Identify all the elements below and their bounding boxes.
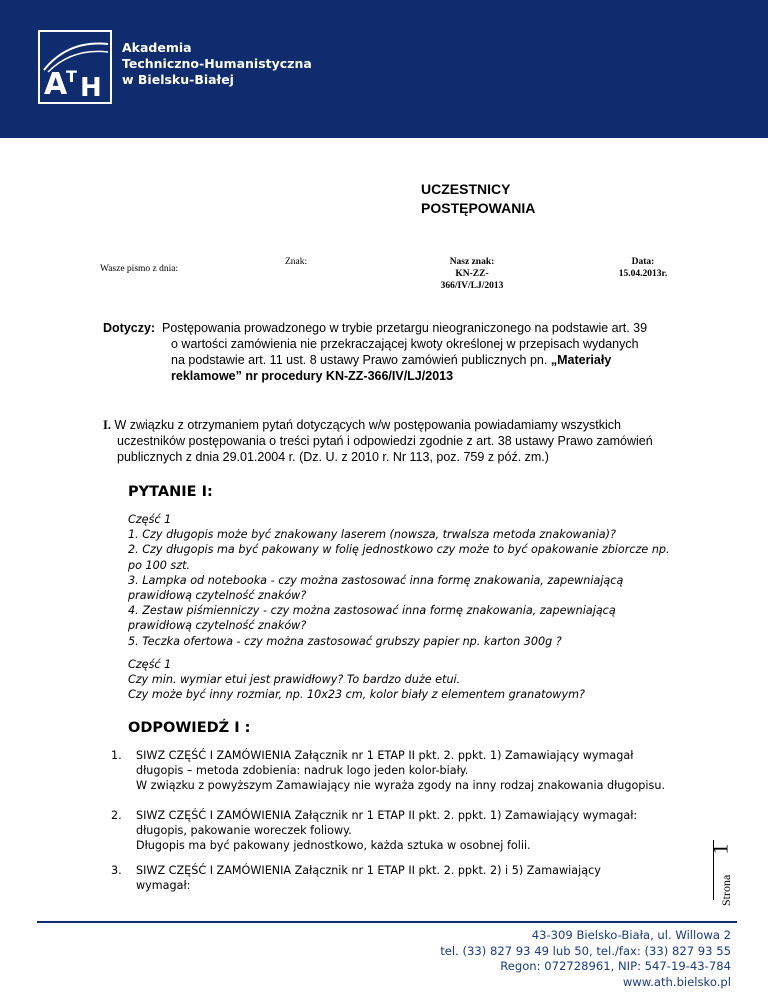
page-word: Strona: [719, 874, 733, 906]
answer-line: W związku z powyższym Zamawiający nie wyraża zgody na inny rodzaj znakowania długopisu.: [136, 779, 665, 793]
recipient-line-1: UCZESTNICY: [421, 181, 511, 197]
subject-block: [103, 320, 687, 384]
question-line: 1. Czy długopis może być znakowany laserem (nowsza, trwalsza metoda znakowania)?: [128, 528, 616, 542]
date-ref: [598, 256, 688, 280]
answer-number: 3.: [111, 864, 122, 877]
footer-registry: Regon: 072728961, NIP: 547-19-43-784: [500, 959, 731, 973]
organization-name: [122, 40, 312, 88]
footer-address: 43-309 Bielsko-Biała, ul. Willowa 2: [531, 928, 731, 942]
questions-part-b: [128, 657, 648, 703]
ath-logo: [38, 30, 112, 104]
sign-ref: [285, 256, 307, 268]
our-sign-value-1: KN-ZZ-: [455, 269, 489, 279]
footer-phone: tel. (33) 827 93 49 lub 50, tel./fax: (33) 827 93 55: [440, 943, 731, 958]
subject-line-3: na podstawie art. 11 ust. 8 ustawy Prawo zamówień publicznych pn.: [171, 353, 548, 367]
question-line: Czy może być inny rozmiar, np. 10x23 cm, kolor biały z elementem granatowym?: [128, 688, 585, 702]
section-1-line-3: publicznych z dnia 29.01.2004 r. (Dz. U. z 2010 r. Nr 113, poz. 759 z póź. zm.): [117, 450, 549, 464]
section-1: [103, 417, 687, 465]
section-1-number: I.: [103, 418, 111, 432]
date-label: Data:: [631, 257, 655, 267]
answer-item: [103, 748, 698, 794]
recipient-block: [421, 180, 535, 218]
question-line: 5. Teczka ofertowa - czy można zastosować grubszy papier np. karton 300g ?: [128, 634, 562, 648]
subject-line-4-bold: reklamowe” nr procedury KN-ZZ-366/IV/LJ/2013: [171, 369, 454, 383]
section-1-line-1: W związku z otrzymaniem pytań dotyczących w/w postępowania powiadamiamy wszystkich: [114, 418, 621, 432]
org-line-1: Akademia: [122, 40, 192, 55]
answer-line: SIWZ CZĘŚĆ I ZAMÓWIENIA Załącznik nr 1 ETAP II pkt. 2. ppkt. 2) i 5) Zamawiający: [136, 864, 601, 877]
question-line: 4. Zestaw piśmienniczy - czy można zastosować inna formę znakowania, zapewniającą: [128, 604, 616, 618]
org-line-2: Techniczno-Humanistyczna: [122, 56, 312, 71]
svg-text:H: H: [80, 73, 102, 103]
answer-number: 2.: [111, 809, 122, 822]
org-line-3: w Bielsku-Białej: [122, 72, 234, 87]
footer-divider: [37, 921, 737, 923]
answer-item: [103, 863, 698, 893]
our-sign-label: Nasz znak:: [449, 257, 495, 267]
question-line: Część 1: [128, 513, 172, 526]
footer-contact: [440, 928, 731, 990]
subject-line-3-bold: „Materiały: [550, 353, 612, 367]
page-number: 1: [707, 843, 733, 855]
subject-line-2: o wartości zamówienia nie przekraczającej kwoty określonej w przepisach wydanych: [171, 337, 639, 351]
question-heading: PYTANIE I:: [128, 484, 213, 500]
question-line: Czy min. wymiar etui jest prawidłowy? To bardzo duże etui.: [128, 673, 461, 687]
section-1-line-2: uczestników postępowania o treści pytań i odpowiedzi zgodnie z art. 38 ustawy Prawo zamówień: [117, 434, 653, 448]
answer-line: długopis, pakowanie woreczek foliowy.: [136, 824, 352, 838]
answer-line: wymagał:: [136, 879, 191, 893]
question-line: Część 1: [128, 658, 172, 671]
subject-lead: Dotyczy:: [103, 321, 156, 335]
answer-line: długopis – metoda zdobienia: nadruk logo jeden kolor-biały.: [136, 764, 469, 778]
question-line: 2. Czy długopis ma być pakowany w folię jednostkowo czy może to być opakowanie zbiorcze np.: [128, 543, 670, 557]
question-line: prawidłową czytelność znaków?: [128, 619, 307, 633]
answer-line: SIWZ CZĘŚĆ I ZAMÓWIENIA Załącznik nr 1 ETAP II pkt. 2. ppkt. 1) Zamawiający wymagał:: [136, 809, 638, 822]
question-line: prawidłową czytelność znaków?: [128, 589, 307, 603]
sign-label: Znak:: [285, 257, 308, 267]
our-sign-value-2: 366/IV/LJ/2013: [440, 281, 504, 291]
your-letter-label: Wasze pismo z dnia:: [100, 264, 179, 274]
svg-text:A: A: [44, 67, 68, 102]
answer-item: [103, 808, 698, 854]
answer-heading: ODPOWIEDŹ I :: [128, 720, 251, 736]
subject-line-1: Postępowania prowadzonego w trybie przetargu nieograniczonego na podstawie art. 39: [162, 321, 648, 335]
svg-text:T: T: [66, 67, 77, 86]
answer-line: SIWZ CZĘŚĆ I ZAMÓWIENIA Załącznik nr 1 ETAP II pkt. 2. ppkt. 1) Zamawiający wymagał: [136, 749, 634, 762]
answer-number: 1.: [111, 749, 122, 762]
question-line: 3. Lampka od notebooka - czy można zastosować inna formę znakowania, zapewniającą: [128, 573, 624, 587]
question-line: po 100 szt.: [128, 558, 191, 572]
page-marker: [707, 838, 739, 908]
footer-website[interactable]: www.ath.bielsko.pl: [622, 974, 731, 989]
answer-line: Długopis ma być pakowany jednostkowo, każda sztuka w osobnej folii.: [136, 839, 531, 853]
our-sign-ref: [422, 256, 522, 292]
recipient-line-2: POSTĘPOWANIA: [421, 200, 536, 216]
header-band: [0, 0, 768, 138]
questions-part-a: [128, 512, 670, 649]
your-letter-ref: [100, 263, 178, 275]
date-value: 15.04.2013r.: [618, 269, 668, 279]
